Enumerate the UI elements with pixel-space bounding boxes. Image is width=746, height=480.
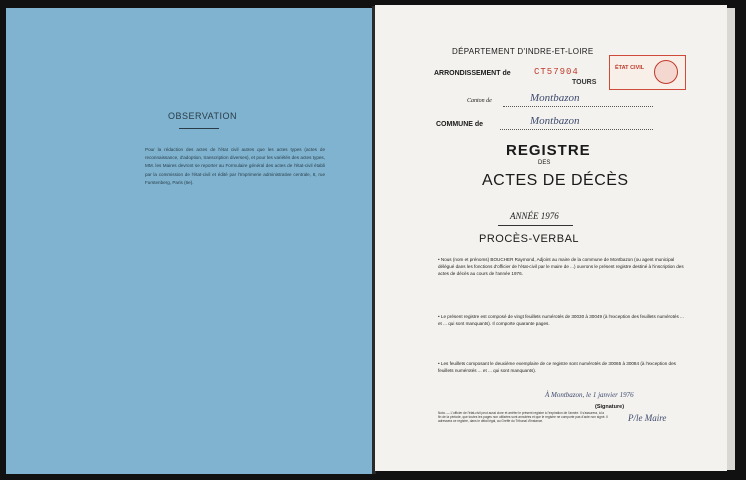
page-edge — [727, 8, 735, 470]
left-page — [6, 8, 372, 474]
observation-title: OBSERVATION — [168, 111, 238, 121]
proces-verbal-title: PROCÈS-VERBAL — [479, 233, 580, 245]
observation-rule — [179, 128, 219, 129]
place-date: À Montbazon, le 1 janvier 1976 — [545, 391, 634, 399]
paragraph-ouverture: • Nous (nom et prénoms) BOUCHER Raymond, Adjoint au maire de la commune de Montbazon (ou agent municipal délégué dans les fonctions d'officier de l'état-civil par le maire de ...) ouvrons le présent registre destiné à l'inscription des actes de décès au cours de l'année 1976. — [438, 257, 684, 276]
stamp-city: TOURS — [572, 79, 597, 86]
nota-footnote: Nota. — L'officier de l'état-civil peut aussi clore et arrêter le présent registre à l'expiration de l'année. Il s'assurera, à la fin de la période, que toutes les pages non utilisées sont annulées et que le registre ne comporte pas d'acte non signé. Il adressera ce registre, dans le délai légal, au Greffe du Tribunal d'Instance. — [438, 411, 608, 424]
actes-title: ACTES DE DÉCÈS — [482, 172, 629, 189]
commune-value: Montbazon — [530, 115, 580, 127]
department-heading: DÉPARTEMENT D'INDRE-ET-LOIRE — [452, 47, 594, 56]
commune-label: COMMUNE de — [436, 121, 484, 128]
year-rule — [498, 225, 573, 226]
canton-line — [503, 106, 653, 107]
year-label: ANNÉE 1976 — [510, 211, 559, 221]
signature-label: (Signature) — [595, 404, 625, 410]
des-label: DES — [538, 160, 551, 166]
paragraph-composition: • Le présent registre est composé de vingt feuillets numérotés de 30030 à 30049 (à l'exception des feuillets numérotés ... et ... qui sont manquants). Il comporte quarante pages. — [438, 314, 684, 326]
commune-line — [500, 129, 653, 130]
stamp-code: CT57904 — [534, 67, 579, 77]
marianne-seal-icon — [654, 60, 678, 84]
arrondissement-label: ARRONDISSEMENT de — [434, 70, 511, 77]
observation-text: Pour la rédaction des actes de l'état civil autres que les actes types (actes de reconnaissance, d'adoption, transcription diverses), et pour les variétés des actes types, MM. les Maires devront se reporter au Formulaire général des actes de l'état-civil établi par la commission de l'état-civil et édité par l'Imprimerie administrative centrale, 8, rue Furstenberg, Paris (6e). — [145, 147, 325, 185]
paragraph-second-exemplaire: • Les feuillets composant le deuxième exemplaire de ce registre sont numérotés de 30065 à 30084 (à l'exception des feuillets numérotés ... et ... qui sont manquants). — [438, 361, 676, 373]
canton-label: Canton de — [467, 98, 492, 104]
signature: P/le Maire — [628, 413, 667, 423]
stamp-label: ÉTAT CIVIL — [615, 65, 645, 71]
etat-civil-stamp — [609, 55, 686, 90]
canton-value: Montbazon — [530, 92, 580, 104]
registre-title: REGISTRE — [506, 142, 591, 159]
